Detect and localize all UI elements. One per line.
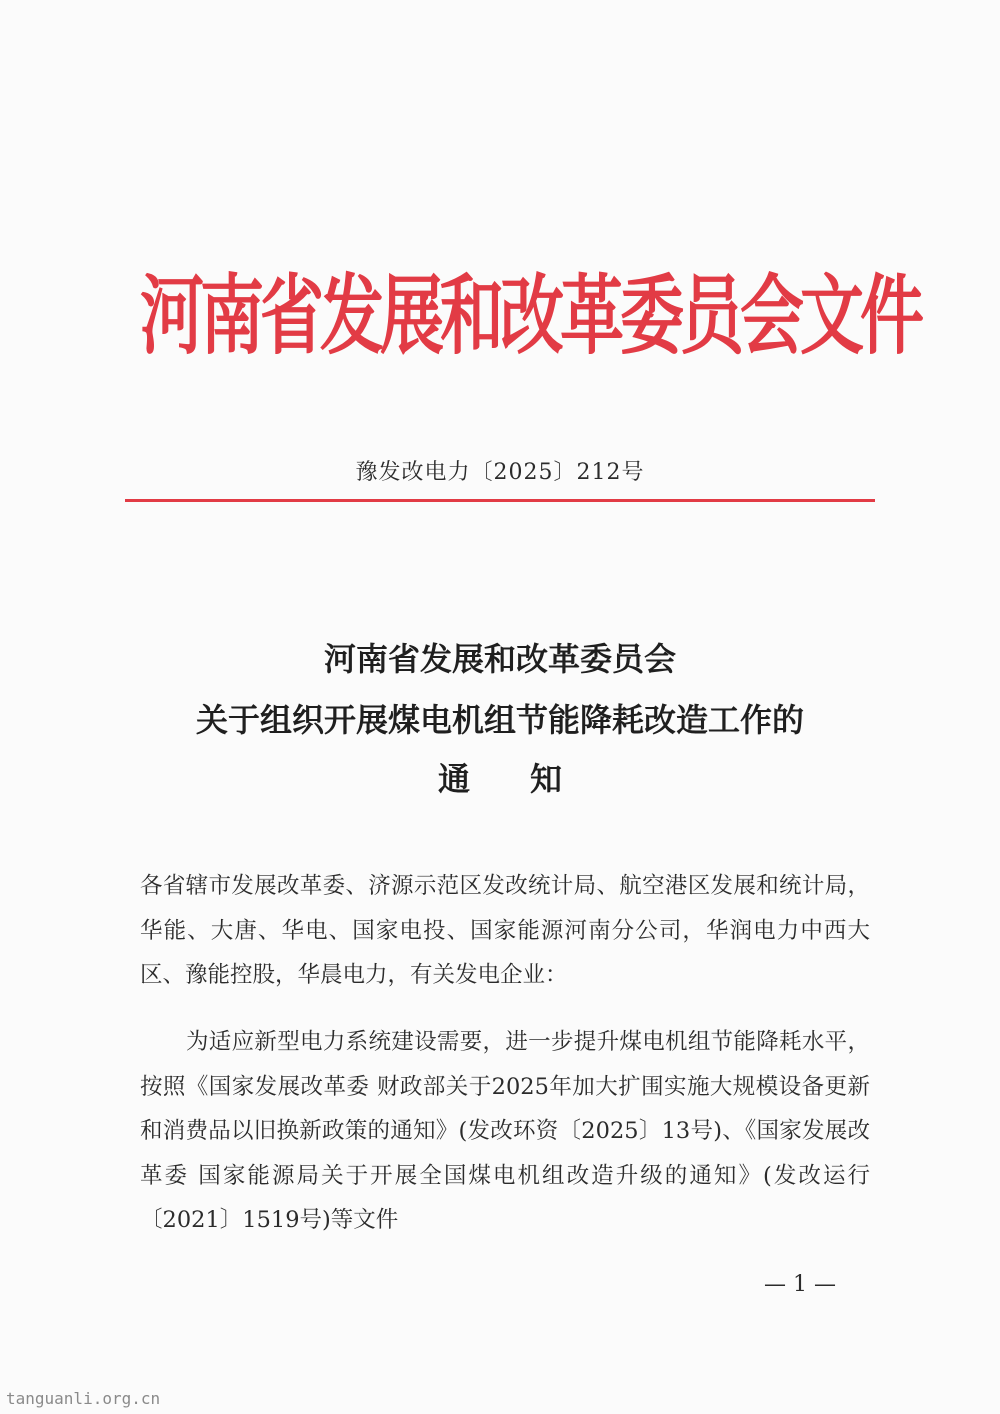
addressees-paragraph: 各省辖市发展改革委、济源示范区发改统计局、航空港区发展和统计局，华能、大唐、华电、国家电投、国家能源河南分公司，华润电力中西大区、豫能控股，华晨电力，有关发电企业： (140, 873, 870, 988)
document-number: 豫发改电力〔2025〕212号 (355, 460, 645, 485)
title-line-3: 通知 (437, 760, 622, 798)
title-line-1: 河南省发展和改革委员会 (323, 640, 676, 678)
title-line-2: 关于组织开展煤电机组节能降耗改造工作的 (195, 701, 804, 739)
issuer-header: 河南省发展和改革委员会文件 (140, 267, 920, 367)
page-number: — 1 — (764, 1272, 836, 1297)
site-watermark: tanguanli.org.cn (6, 1389, 161, 1408)
body-paragraph: 为适应新型电力系统建设需要，进一步提升煤电机组节能降耗水平，按照《国家发展改革委 财政部关于2025年加大扩围实施大规模设备更新和消费品以旧换新政策的通知》(发改环资〔2025〕13号)、《国家发展改革委 国家能源局关于开展全国煤电机组改造升级的通知》(发改运行〔2021〕1519号)等文件 (140, 1029, 870, 1233)
red-divider-line (125, 499, 875, 502)
